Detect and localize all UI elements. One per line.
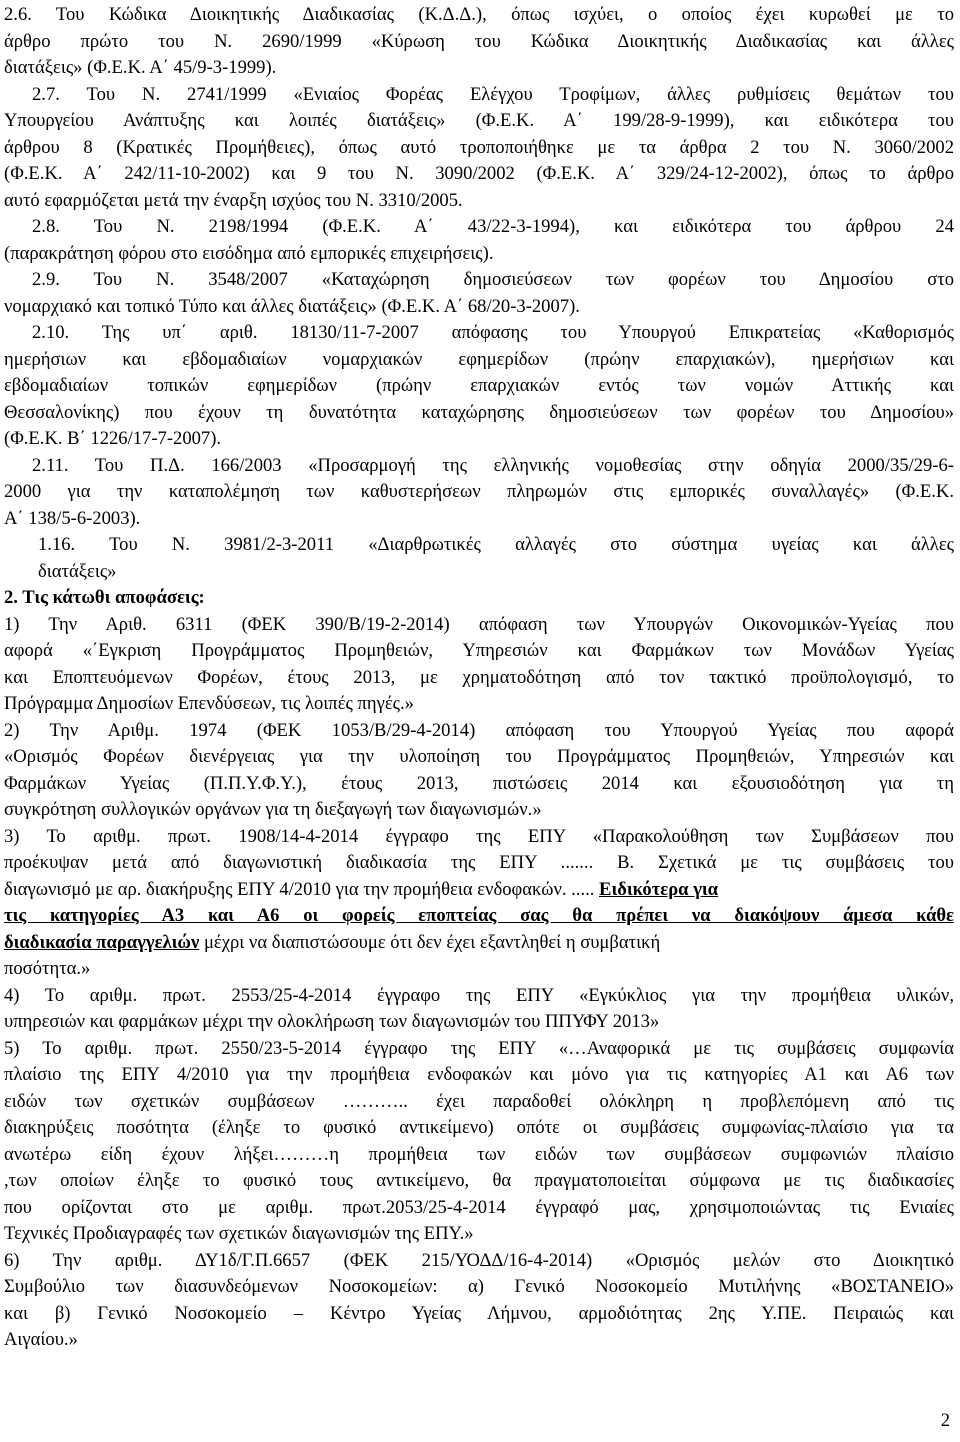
line-text: Αιγαίου.» — [4, 1329, 78, 1350]
line-text: Φαρμάκων Υγείας (Π.Π.Υ.Φ.Υ.), έτους 2013, πιστώσεις 2014 και εξουσιοδότηση για τη — [4, 772, 954, 794]
text-line — [4, 1327, 954, 1353]
line-text: Πρόγραμμα Δημοσίων Επενδύσεων, τις λοιπές πηγές.» — [4, 693, 414, 714]
line-text: ανωτέρω είδη έχουν λήξει………η προμήθεια των ειδών των συμβάσεων συμφωνιών πλαίσιο — [4, 1143, 954, 1165]
text-line — [38, 532, 954, 558]
line-text: ημερήσιων και εβδομαδιαίων νομαρχιακών εφημερίδων (πρώην επαρχιακών), ημερήσιων και — [4, 348, 954, 370]
line-text: που ορίζονται στο με αριθμ. πρωτ.2053/25-4-2014 έγγραφό μας, χρησιμοποιώντας τις Ενιαίες — [4, 1196, 954, 1218]
line-text: συγκρότηση συλλογικών οργάνων για τη διεξαγωγή των διαγωνισμών.» — [4, 799, 542, 820]
line-text: 3) Το αριθμ. πρωτ. 1908/14-4-2014 έγγραφο της ΕΠΥ «Παρακολούθηση των Συμβάσεων που — [4, 825, 954, 847]
line-text: 1.16. Του Ν. 3981/2-3-2011 «Διαρθρωτικές αλλαγές στο σύστημα υγείας και άλλες — [38, 534, 954, 555]
text-line — [4, 2, 954, 28]
line-text: Τεχνικές Προδιαγραφές των σχετικών διαγωνισμών της ΕΠΥ.» — [4, 1223, 474, 1244]
line-text: και β) Γενικό Νοσοκομείο – Κέντρο Υγείας Λήμνου, αρμοδιότητας 2ης Υ.ΠΕ. Πειραιώς και — [4, 1302, 954, 1324]
line-text: «Ορισμός Φορέων διενέργειας για την υλοποίηση του Προγράμματος Προμηθειών, Υπηρεσιών και — [4, 746, 954, 767]
line-text: αφορά «΄Εγκριση Προγράμματος Προμηθειών, Υπηρεσιών και Φαρμάκων των Μονάδων Υγείας — [4, 640, 954, 661]
text-line — [32, 267, 954, 293]
line-rest-text: μέχρι να διαπιστώσουμε ότι δεν έχει εξαντληθεί η συμβατική — [199, 931, 661, 953]
line-text: διαδικασία παραγγελιών — [4, 931, 200, 953]
text-line — [4, 426, 954, 452]
line-text: εβδομαδιαίων τοπικών εφημερίδων (πρώην επαρχιακών εντός των νομών Αττικής και — [4, 375, 954, 396]
page-number: 2 — [940, 1410, 950, 1431]
line-text: ,των οποίων έληξε το φυσικό τους αντικείμενο, θα πραγματοποιείται σύμφωνα με τις διαδικασίες — [4, 1170, 954, 1191]
text-line — [4, 1036, 954, 1062]
text-line — [4, 956, 954, 982]
text-line — [38, 559, 954, 585]
text-line — [4, 824, 954, 850]
text-line — [4, 1115, 954, 1141]
line-text: διατάξεις» — [38, 560, 117, 582]
text-line — [4, 400, 954, 426]
text-line — [4, 1089, 954, 1115]
line-text: 2.7. Του Ν. 2741/1999 «Ενιαίος Φορέας Ελέγχου Τροφίμων, άλλες ρυθμίσεις θεμάτων του — [32, 83, 954, 105]
line-text: πλαίσιο της ΕΠΥ 4/2010 για την προμήθεια ενδοφακών και μόνο για τις κατηγορίες Α1 και Α6 των — [4, 1064, 954, 1085]
text-line — [32, 82, 954, 108]
text-line — [4, 1168, 954, 1194]
text-line — [4, 1195, 954, 1221]
text-line — [4, 638, 954, 664]
text-line — [4, 1274, 954, 1300]
text-line — [4, 930, 954, 956]
line-text: (Φ.Ε.Κ. Β΄ 1226/17-7-2007). — [4, 428, 222, 449]
line-text: ποσότητα.» — [4, 958, 91, 979]
text-line — [4, 1221, 954, 1247]
text-line — [4, 135, 954, 161]
text-line — [4, 506, 954, 532]
line-text: νομαρχιακό και τοπικό Τύπο και άλλες διατάξεις» (Φ.Ε.Κ. Α΄ 68/20-3-2007). — [4, 295, 580, 317]
line-text: 2.8. Του Ν. 2198/1994 (Φ.Ε.Κ. Α΄ 43/22-3-1994), και ειδικότερα του άρθρου 24 — [32, 216, 954, 237]
text-line — [4, 29, 954, 55]
text-line — [4, 347, 954, 373]
line-text: 2.11. Του Π.Δ. 166/2003 «Προσαρμογή της ελληνικής νομοθεσίας στην οδηγία 2000/35/29-6- — [32, 454, 954, 476]
line-text: Υπουργείου Ανάπτυξης και λοιπές διατάξεις» (Φ.Ε.Κ. Α΄ 199/28-9-1999), και ειδικότερα του — [4, 110, 954, 131]
text-line — [4, 718, 954, 744]
line-text: (παρακράτηση φόρου στο εισόδημα από εμπορικές επιχειρήσεις). — [4, 242, 494, 264]
line-text: αυτό εφαρμόζεται μετά την έναρξη ισχύος του Ν. 3310/2005. — [4, 189, 463, 211]
text-line — [4, 1301, 954, 1327]
line-text: Συμβούλιο των διασυνδεόμενων Νοσοκομείων: α) Γενικό Νοσοκομείο Μυτιλήνης «ΒΟΣΤΑΝΕΙΟ» — [4, 1276, 954, 1297]
text-line — [4, 691, 954, 717]
text-line — [4, 1009, 954, 1035]
text-line — [4, 373, 954, 399]
line-text: Α΄ 138/5-6-2003). — [4, 507, 141, 529]
text-line — [4, 983, 954, 1009]
text-line — [4, 585, 954, 611]
text-line — [4, 771, 954, 797]
text-line — [4, 479, 954, 505]
line-text: άρθρο πρώτο του Ν. 2690/1999 «Κύρωση του Κώδικα Διοικητικής Διαδικασίας και άλλες — [4, 30, 954, 52]
text-line — [4, 188, 954, 214]
line-text: 2000 για την καταπολέμηση των καθυστερήσεων πληρωμών στις εμπορικές συναλλαγές» (Φ.Ε.Κ. — [4, 481, 954, 502]
line-text: 2. Τις κάτωθι αποφάσεις: — [4, 587, 205, 608]
text-line — [4, 1142, 954, 1168]
line-text: 2.10. Της υπ΄ αριθ. 18130/11-7-2007 απόφασης του Υπουργού Επικρατείας «Καθορισμός — [32, 322, 954, 343]
line-text: (Φ.Ε.Κ. Α΄ 242/11-10-2002) και 9 του Ν. 3090/2002 (Φ.Ε.Κ. Α΄ 329/24-12-2002), όπως το άρθρο — [4, 163, 954, 184]
text-line — [4, 665, 954, 691]
text-line — [4, 903, 954, 929]
line-text: Θεσσαλονίκης) που έχουν τη δυνατότητα καταχώρησης δημοσιεύσεων των φορέων του Δημοσίου» — [4, 401, 954, 423]
line-text: διαγωνισμό με αρ. διακήρυξης ΕΠΥ 4/2010 για την προμήθεια ενδοφακών. ..... — [4, 878, 600, 900]
text-line — [4, 612, 954, 638]
text-line — [4, 161, 954, 187]
text-line — [4, 108, 954, 134]
emphasis-text: Ειδικότερα για — [599, 878, 719, 900]
line-text: ειδών των σχετικών συμβάσεων ……….. έχει παραδοθεί ολόκληρη η προβλεπόμενη από τις — [4, 1090, 954, 1112]
line-text: 2.9. Του Ν. 3548/2007 «Καταχώρηση δημοσιεύσεων των φορέων του Δημοσίου στο — [32, 269, 954, 290]
line-text: 2.6. Του Κώδικα Διοικητικής Διαδικασίας (Κ.Δ.Δ.), όπως ισχύει, ο οποίος έχει κυρωθεί με το — [4, 4, 954, 25]
line-text: υπηρεσιών και φαρμάκων μέχρι την ολοκλήρωση των διαγωνισμών του ΠΠΥΦΥ 2013» — [4, 1011, 660, 1032]
text-line — [4, 241, 954, 267]
line-text: και Εποπτευόμενων Φορέων, έτους 2013, με χρηματοδότηση από τον τακτικό προϋπολογισμό, το — [4, 666, 954, 688]
line-text: 5) Το αριθμ. πρωτ. 2550/23-5-2014 έγγραφο της ΕΠΥ «…Αναφορικά με τις συμβάσεις συμφωνία — [4, 1037, 954, 1059]
line-text: άρθρου 8 (Κρατικές Προμήθειες), όπως αυτό τροποποιήθηκε με τα άρθρα 2 του Ν. 3060/2002 — [4, 136, 954, 158]
text-line — [4, 877, 954, 903]
line-text: διακηρύξεις ποσότητα (έληξε το φυσικό αντικείμενο) οπότε οι συμβάσεις συμφωνίας-πλαίσιο για τα — [4, 1117, 954, 1138]
text-line — [4, 797, 954, 823]
line-text: διατάξεις» (Φ.Ε.Κ. Α΄ 45/9-3-1999). — [4, 57, 277, 78]
line-text: τις κατηγορίες Α3 και Α6 οι φορείς εποπτείας σας θα πρέπει να διακόψουν άμεσα κάθε — [4, 905, 954, 926]
line-text: 2) Την Αριθμ. 1974 (ΦΕΚ 1053/Β/29-4-2014) απόφαση του Υπουργού Υγείας που αφορά — [4, 719, 954, 741]
text-line — [32, 453, 954, 479]
text-line — [4, 55, 954, 81]
text-line — [32, 214, 954, 240]
text-line — [4, 744, 954, 770]
line-text: 6) Την αριθμ. ΔΥ1δ/Γ.Π.6657 (ΦΕΚ 215/ΥΟΔΔ/16-4-2014) «Ορισμός μελών στο Διοικητικό — [4, 1249, 954, 1271]
text-line — [4, 850, 954, 876]
text-line — [32, 320, 954, 346]
text-line — [4, 1248, 954, 1274]
line-text: προέκυψαν μετά από διαγωνιστική διαδικασία της ΕΠΥ ....... Β. Σχετικά με τις συμβάσεις του — [4, 852, 954, 873]
line-text: 4) Το αριθμ. πρωτ. 2553/25-4-2014 έγγραφο της ΕΠΥ «Εγκύκλιος για την προμήθεια υλικών, — [4, 984, 954, 1006]
text-line — [4, 1062, 954, 1088]
line-text: 1) Την Αριθ. 6311 (ΦΕΚ 390/Β/19-2-2014) απόφαση των Υπουργών Οικονομικών-Υγείας που — [4, 613, 954, 635]
text-line — [4, 294, 954, 320]
